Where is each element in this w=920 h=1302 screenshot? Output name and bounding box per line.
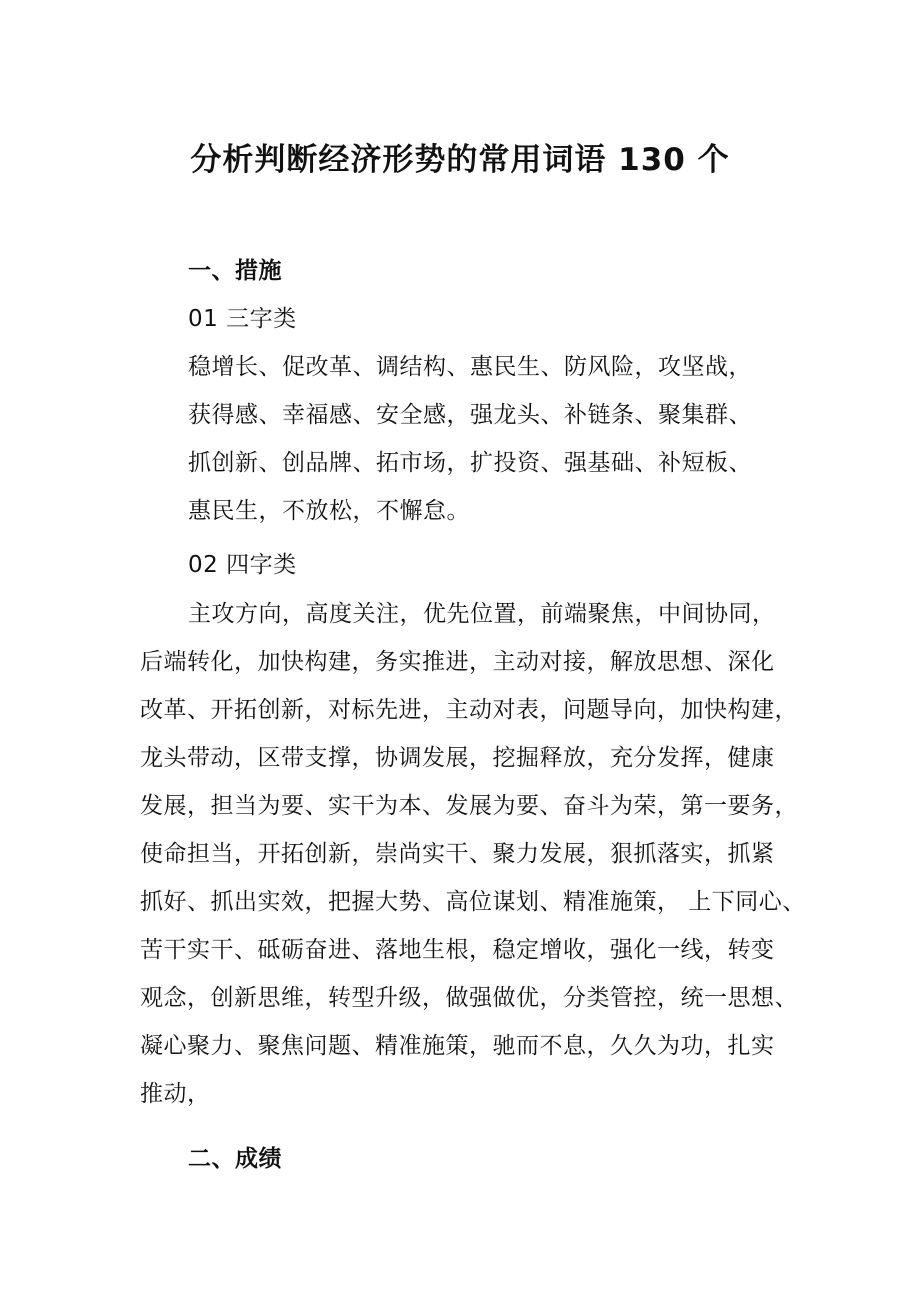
document-title: 分析判断经济形势的常用词语 130 个 [190, 142, 730, 178]
paragraph-line: 观念，创新思维，转型升级，做强做优，分类管控，统一思想、 [140, 985, 798, 1011]
subsection-label-three-char: 01 三字类 [188, 306, 297, 332]
paragraph-line: 抓创新、创品牌、拓市场，扩投资、强基础、补短板、 [188, 450, 752, 476]
paragraph-line: 苦干实干、砥砺奋进、落地生根，稳定增收，强化一线，转变 [140, 937, 775, 963]
paragraph-line: 凝心聚力、聚焦问题、精准施策，驰而不息，久久为功，扎实 [140, 1033, 775, 1059]
paragraph-line: 惠民生，不放松，不懈怠。 [188, 498, 470, 524]
section-heading-measures: 一、措施 [188, 258, 282, 284]
paragraph-line: 改革、开拓创新，对标先进，主动对表，问题导向，加快构建， [140, 697, 798, 723]
paragraph-line: 发展，担当为要、实干为本、发展为要、奋斗为荣，第一要务， [140, 793, 798, 819]
paragraph-line: 抓好、抓出实效，把握大势、高位谋划、精准施策， 上下同心、 [140, 889, 806, 915]
paragraph-line: 获得感、幸福感、安全感，强龙头、补链条、聚集群、 [188, 402, 752, 428]
paragraph-line: 推动， [140, 1081, 211, 1107]
paragraph-line: 主攻方向，高度关注，优先位置，前端聚焦，中间协同， [188, 601, 776, 627]
paragraph-line: 龙头带动，区带支撑，协调发展，挖掘释放，充分发挥，健康 [140, 745, 775, 771]
section-heading-achievements: 二、成绩 [188, 1146, 282, 1172]
paragraph-line: 后端转化，加快构建，务实推进，主动对接，解放思想、深化 [140, 649, 775, 675]
paragraph-line: 使命担当，开拓创新，崇尚实干、聚力发展，狠抓落实，抓紧 [140, 841, 775, 867]
paragraph-line: 稳增长、促改革、调结构、惠民生、防风险，攻坚战， [188, 354, 752, 380]
subsection-label-four-char: 02 四字类 [188, 552, 297, 578]
